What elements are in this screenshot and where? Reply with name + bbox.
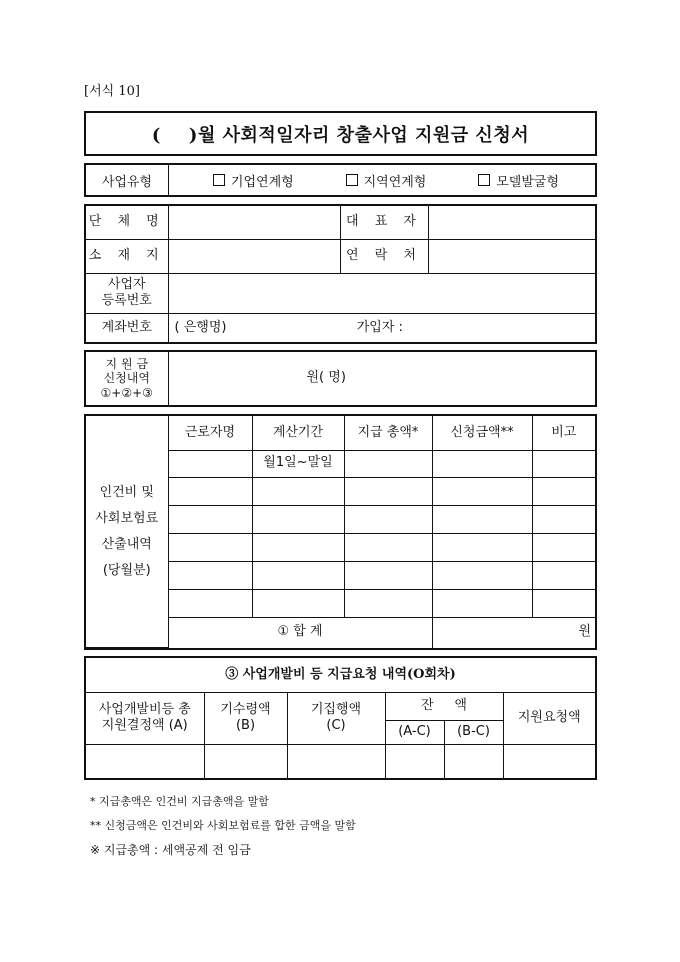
organization-info <box>84 204 597 344</box>
request-amount[interactable]: 원( 명) <box>168 352 595 405</box>
col-executed: 기집행액 (C) <box>287 692 385 744</box>
option-region-linked[interactable]: 지역연계형 <box>346 171 427 190</box>
header-total-paid: 지급 총액* <box>344 416 432 450</box>
dev-expense-table <box>84 656 597 780</box>
biz-reg-field[interactable] <box>168 273 595 313</box>
title-text: )월 사회적일자리 창출사업 지원금 신청서 <box>188 124 530 146</box>
org-name-label: 단 체 명 <box>86 206 168 239</box>
request-box <box>84 350 597 407</box>
col-balance-bc: (B-C) <box>444 720 503 744</box>
option-model-discovery[interactable]: 모델발굴형 <box>478 171 559 190</box>
account-field[interactable] <box>168 313 595 342</box>
contact-label: 연 락 처 <box>340 239 428 273</box>
total-amount[interactable]: 원 <box>432 617 595 648</box>
dev-expense-title: ③ 사업개발비 등 지급요청 내역(O회차) <box>86 658 595 692</box>
account-holder: 가입자 : <box>356 319 403 335</box>
note-2: ** 신청금액은 인건비와 사회보험료를 합한 금액을 말함 <box>90 819 356 832</box>
checkbox-icon[interactable] <box>478 174 490 186</box>
bank-name: ( 은행명) <box>174 319 227 335</box>
title-open: ( <box>151 124 161 146</box>
option-company-linked[interactable]: 기업연계형 <box>213 171 294 190</box>
period-example: 월1일~말일 <box>252 450 344 477</box>
checkbox-icon[interactable] <box>213 174 225 186</box>
contact-field[interactable] <box>428 239 595 273</box>
page-title <box>152 121 529 147</box>
representative-field[interactable] <box>428 206 595 239</box>
col-request-amount: 지원요청액 <box>503 692 595 744</box>
request-label: 지 원 금 신청내역 ①+②+③ <box>86 352 168 405</box>
header-worker-name: 근로자명 <box>168 416 252 450</box>
representative-label: 대 표 자 <box>340 206 428 239</box>
note-3: ※ 지급총액 : 세액공제 전 임금 <box>90 843 251 857</box>
note-1: * 지급총액은 인건비 지급총액을 말함 <box>90 795 269 808</box>
business-type-label: 사업유형 <box>86 165 169 195</box>
header-remarks: 비고 <box>532 416 595 450</box>
biz-reg-label: 사업자 등록번호 <box>86 273 168 313</box>
location-field[interactable] <box>168 239 340 273</box>
org-name-field[interactable] <box>168 206 340 239</box>
location-label: 소 재 지 <box>86 239 168 273</box>
form-number: [서식 10] <box>84 84 140 99</box>
col-received: 기수령액 (B) <box>204 692 287 744</box>
calculation-side-label: 인건비 및 사회보험료 산출내역 (당월분) <box>86 416 168 648</box>
header-requested: 신청금액** <box>432 416 532 450</box>
total-label: ① 합 계 <box>168 617 432 648</box>
title-box <box>84 111 597 156</box>
col-balance-ac: (A-C) <box>385 720 444 744</box>
table-row <box>86 744 595 778</box>
calculation-table <box>84 414 597 650</box>
col-balance: 잔 액 <box>385 692 503 720</box>
account-label: 계좌번호 <box>86 313 168 342</box>
col-total-decision: 사업개발비등 총 지원결정액 (A) <box>86 692 204 744</box>
header-period: 계산기간 <box>252 416 344 450</box>
business-type-box <box>84 163 597 197</box>
checkbox-icon[interactable] <box>346 174 358 186</box>
